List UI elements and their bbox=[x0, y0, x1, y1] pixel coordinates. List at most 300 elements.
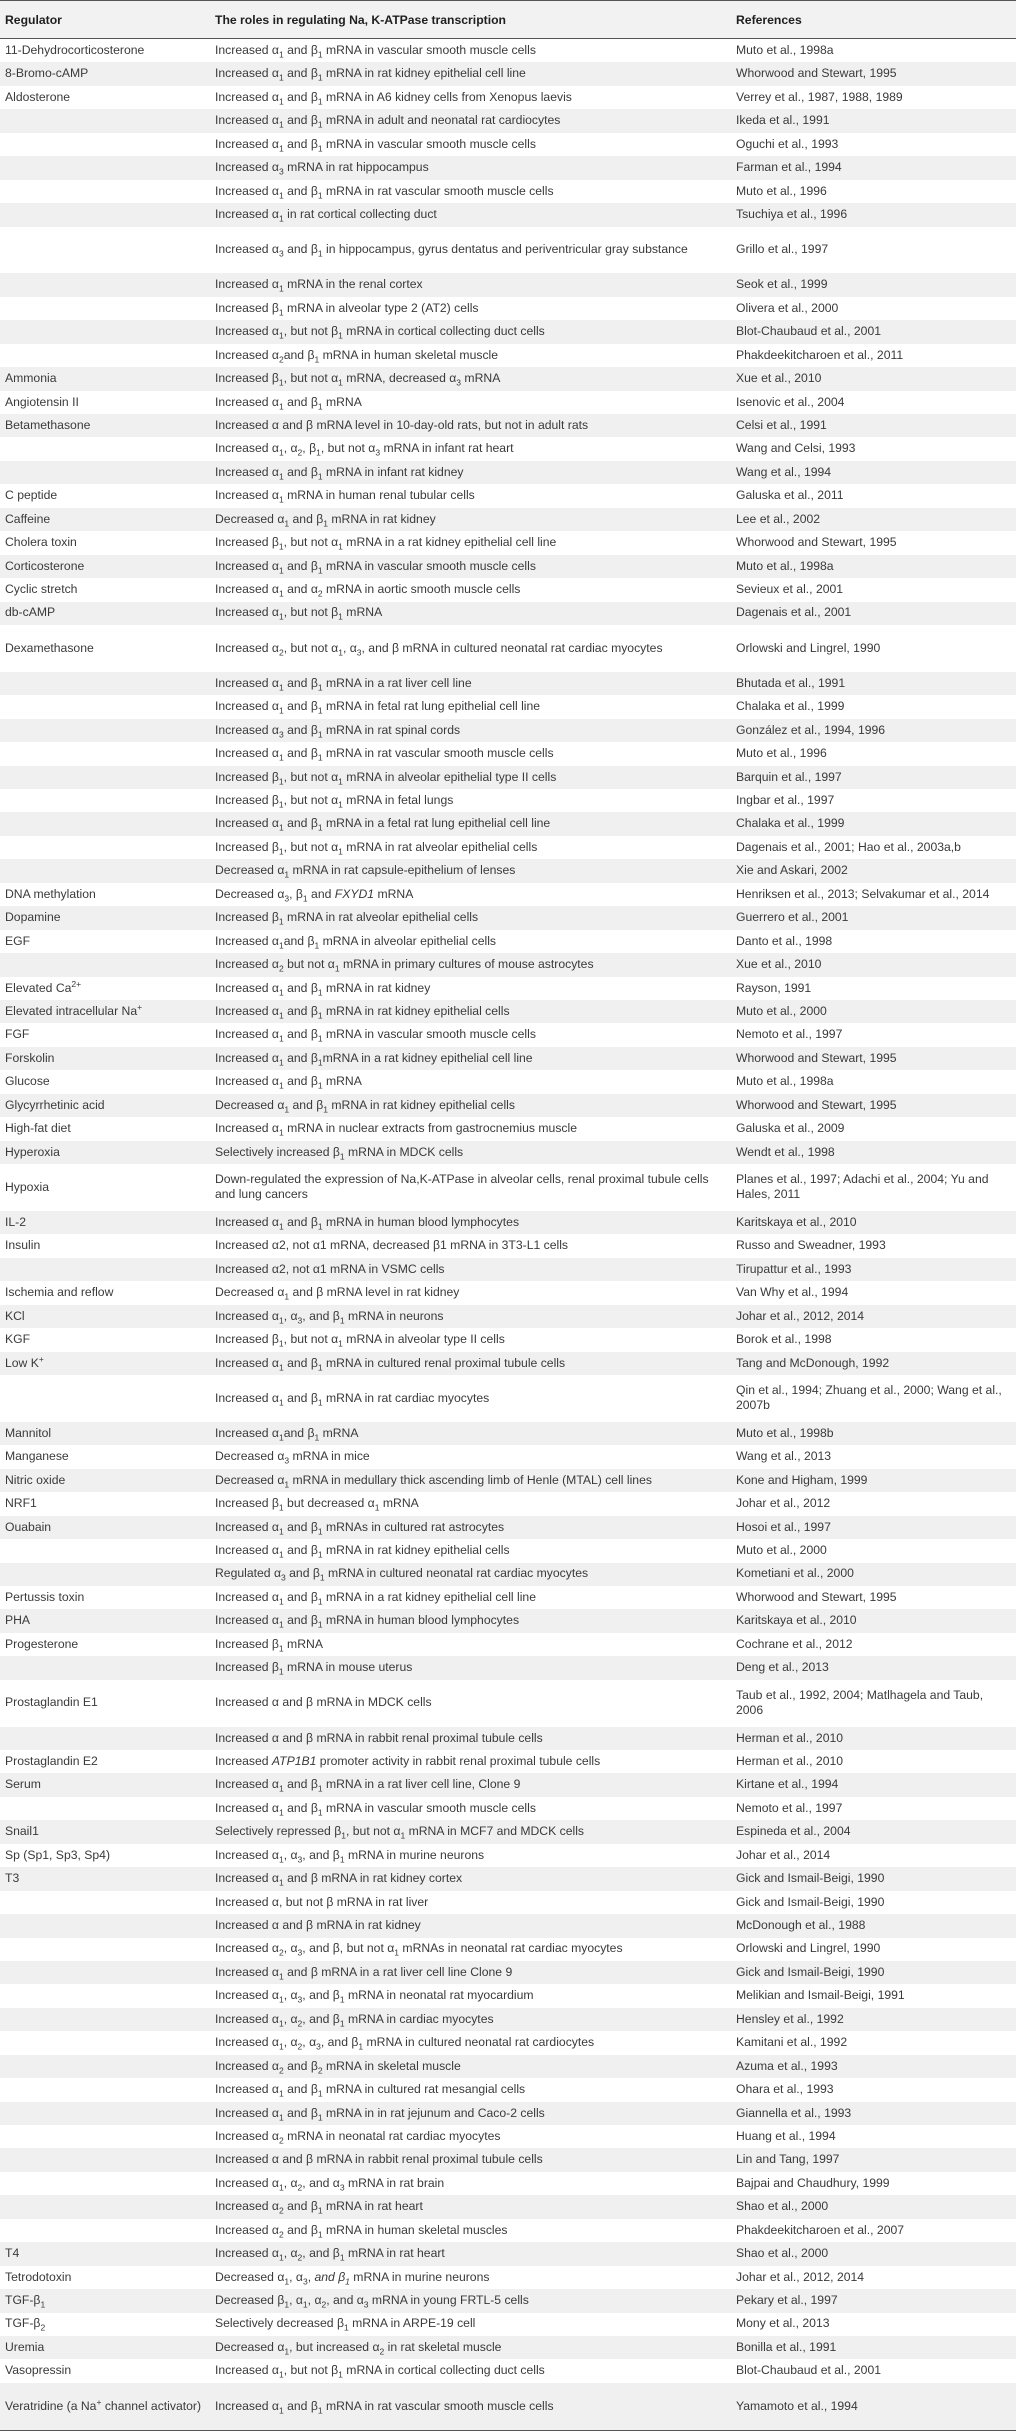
table-row bbox=[0, 2266, 1016, 2289]
regulator-cell: Insulin bbox=[5, 1238, 41, 1253]
table-row bbox=[0, 2055, 1016, 2078]
role-cell: Increased $\beta_1$, but not $\alpha_1$ mRNA, decreased $\alpha_3$ mRNA bbox=[209, 367, 730, 390]
role-cell: Increased $\alpha_1$ and $\beta_1$ mRNA in adult and neonatal rat cardiocytes bbox=[209, 109, 730, 132]
regulator-cell bbox=[0, 1656, 209, 1679]
role-cell: Increased $\alpha_1$, $\alpha_2$, $\beta_1$, but not $\alpha_3$ mRNA in infant rat heart bbox=[215, 441, 514, 458]
role-cell: Increased $\alpha_1$ and $\beta_1$ mRNA in rat kidney epithelial cells bbox=[215, 1543, 510, 1560]
role-cell: Increased $\alpha_1$ and β mRNA in a rat liver cell line Clone 9 bbox=[209, 1961, 730, 1984]
reference-cell: Ikeda et al., 1991 bbox=[730, 109, 1016, 132]
reference-cell: Blot-Chaubaud et al., 2001 bbox=[730, 320, 1016, 343]
reference-cell: Isenovic et al., 2004 bbox=[736, 394, 845, 409]
table-row bbox=[0, 1211, 1016, 1234]
reference-cell: Karitskaya et al., 2010 bbox=[730, 1609, 1016, 1632]
role-cell: Increased $\alpha_3$ and $\beta_1$ mRNA in rat spinal cords bbox=[209, 719, 730, 742]
reference-cell: Lin and Tang, 1997 bbox=[730, 2148, 1016, 2171]
table-row bbox=[0, 133, 1016, 156]
role-cell: Increased $\alpha_1$ and $\beta_1$ mRNA in human blood lymphocytes bbox=[209, 1211, 730, 1234]
reference-cell: Shao et al., 2000 bbox=[730, 2242, 1016, 2265]
table-row bbox=[0, 1867, 1016, 1890]
reference-cell: Gick and Ismail-Beigi, 1990 bbox=[730, 1867, 1016, 1890]
table-row bbox=[0, 1422, 1016, 1445]
regulator-cell bbox=[0, 461, 209, 484]
regulator-cell: EGF bbox=[5, 933, 31, 948]
table-row bbox=[0, 1516, 1016, 1539]
regulator-cell bbox=[0, 2031, 209, 2054]
role-cell: Selectively decreased $\beta_1$ mRNA in ARPE-19 cell bbox=[215, 2316, 476, 2333]
role-cell: Increased $\alpha_2$, $\alpha_3$, and β, but not $\alpha_1$ mRNAs in neonatal rat cardiac myocytes bbox=[215, 1941, 623, 1958]
table-row bbox=[0, 906, 1016, 929]
regulator-cell bbox=[0, 2148, 209, 2171]
regulator-cell: Cholera toxin bbox=[5, 535, 77, 550]
role-cell: Increased $\alpha_1$ and $\beta_1$ mRNA in human blood lymphocytes bbox=[209, 1609, 730, 1632]
regulator-cell: Cyclic stretch bbox=[5, 582, 78, 597]
table-row bbox=[0, 578, 1016, 601]
reference-cell: Qin et al., 1994; Zhuang et al., 2000; Wang et al., 2007b bbox=[736, 1382, 1002, 1413]
reference-cell: Chalaka et al., 1999 bbox=[730, 812, 1016, 835]
table-row bbox=[0, 625, 1016, 672]
table-row bbox=[0, 2383, 1016, 2430]
regulator-cell: TGF-$\beta_1$ bbox=[0, 2289, 209, 2312]
table-row bbox=[0, 672, 1016, 695]
table-row bbox=[0, 2359, 1016, 2382]
reference-cell: Wendt et al., 1998 bbox=[730, 1141, 1016, 1164]
table-row bbox=[0, 1656, 1016, 1679]
regulator-cell bbox=[0, 695, 209, 718]
table-row bbox=[0, 1000, 1016, 1023]
regulator-cell bbox=[0, 836, 209, 859]
reference-cell: Herman et al., 2010 bbox=[730, 1727, 1016, 1750]
reference-cell: Dagenais et al., 2001 bbox=[730, 602, 1016, 625]
reference-cell: Ingbar et al., 1997 bbox=[736, 793, 835, 807]
reference-cell: Nemoto et al., 1997 bbox=[736, 1027, 843, 1042]
role-cell: Increased $\alpha_1$ and $\beta_1$ mRNA in rat kidney epithelial cell line bbox=[209, 62, 730, 85]
reference-cell: Celsi et al., 1991 bbox=[730, 414, 1016, 437]
role-cell: Increased α2, not α1 mRNA in VSMC cells bbox=[209, 1258, 730, 1281]
role-cell: Increased $\alpha_1$ mRNA in human renal tubular cells bbox=[215, 488, 475, 505]
table-row bbox=[0, 508, 1016, 531]
reference-cell: Blot-Chaubaud et al., 2001 bbox=[736, 2363, 882, 2378]
role-cell: Increased $\alpha_1$ and $\beta_1$ mRNA in rat kidney bbox=[215, 980, 431, 997]
table-row bbox=[0, 1633, 1016, 1656]
table-row bbox=[0, 2102, 1016, 2125]
role-cell: Increased $\alpha_3$ mRNA in rat hippocampus bbox=[209, 156, 730, 179]
regulator-cell bbox=[0, 1891, 209, 1914]
regulator-cell bbox=[0, 2078, 209, 2101]
table-row bbox=[0, 86, 1016, 109]
reference-cell: Grillo et al., 1997 bbox=[736, 242, 829, 257]
table-row bbox=[0, 1117, 1016, 1140]
reference-cell: Xue et al., 2010 bbox=[730, 367, 1016, 390]
regulator-cell bbox=[0, 2008, 209, 2031]
table-row bbox=[0, 1094, 1016, 1117]
role-cell: Increased $\alpha_1$, $\alpha_2$, and $\beta_1$ mRNA in rat heart bbox=[209, 2242, 730, 2265]
regulator-cell bbox=[0, 2055, 209, 2078]
regulator-cell: Angiotensin II bbox=[5, 394, 79, 409]
regulator-cell bbox=[0, 2195, 209, 2218]
role-cell: Increased $\alpha_1and$ $\beta_1$ mRNA bbox=[209, 1422, 730, 1445]
table-row bbox=[0, 1352, 1016, 1375]
table-row bbox=[0, 1281, 1016, 1304]
table-row bbox=[0, 437, 1016, 460]
regulator-cell bbox=[0, 719, 209, 742]
table-row bbox=[0, 156, 1016, 179]
role-cell: Increased $\alpha_1$ and $\beta_1$ mRNA in rat vascular smooth muscle cells bbox=[215, 746, 554, 763]
reference-cell: Tang and McDonough, 1992 bbox=[730, 1352, 1016, 1375]
reference-cell: Wang and Celsi, 1993 bbox=[736, 441, 856, 456]
role-cell: Decreased $\alpha_3$ mRNA in mice bbox=[215, 1449, 370, 1466]
reference-cell: Ohara et al., 1993 bbox=[736, 2082, 834, 2097]
regulator-cell bbox=[0, 2125, 209, 2148]
table-row bbox=[0, 1469, 1016, 1492]
reference-cell: Bajpai and Chaudhury, 1999 bbox=[736, 2175, 890, 2190]
table-row bbox=[0, 1445, 1016, 1468]
regulator-cell bbox=[0, 812, 209, 835]
reference-cell: Phakdeekitcharoen et al., 2011 bbox=[736, 347, 904, 362]
role-cell: Increased $\alpha_1$, but not $\beta_1$ mRNA bbox=[209, 602, 730, 625]
regulator-cell: NRF1 bbox=[5, 1496, 37, 1511]
role-cell: Increased $\alpha_1$ and $\beta_1$ mRNA in vascular smooth muscle cells bbox=[215, 1800, 536, 1818]
regulator-cell: Low K+ bbox=[0, 1352, 209, 1375]
regulator-cell bbox=[0, 1258, 209, 1281]
reference-cell: Whorwood and Stewart, 1995 bbox=[730, 1094, 1016, 1117]
reference-cell: Farman et al., 1994 bbox=[730, 156, 1016, 179]
regulator-cell: Prostaglandin E2 bbox=[5, 1753, 98, 1768]
role-cell: Increased $\alpha_1$, but not $\beta_1$ mRNA in cortical collecting duct cells bbox=[215, 2363, 545, 2380]
reference-cell: Whorwood and Stewart, 1995 bbox=[736, 535, 897, 550]
reference-cell: Planes et al., 1997; Adachi et al., 2004; Yu and Hales, 2011 bbox=[736, 1171, 989, 1202]
regulator-cell bbox=[0, 344, 209, 367]
role-cell: Increased $\alpha_1$ and $\beta_1$ mRNA in in rat jejunum and Caco-2 cells bbox=[209, 2102, 730, 2125]
reference-cell: Karitskaya et al., 2010 bbox=[730, 1211, 1016, 1234]
role-cell: Selectively increased $\beta_1$ mRNA in MDCK cells bbox=[209, 1141, 730, 1164]
reference-cell: McDonough et al., 1988 bbox=[730, 1914, 1016, 1937]
role-cell: Increased $\beta_1$ mRNA in mouse uterus bbox=[209, 1656, 730, 1679]
role-cell: Increased $\alpha_1$, $\alpha_2$, and $\beta_1$ mRNA in cardiac myocytes bbox=[209, 2008, 730, 2031]
reference-cell: Galuska et al., 2011 bbox=[736, 488, 844, 503]
role-cell: Increased $\alpha_2$ mRNA in neonatal rat cardiac myocytes bbox=[215, 2128, 501, 2146]
role-cell: Increased $\alpha_2$ and $\beta_2$ mRNA in skeletal muscle bbox=[209, 2055, 730, 2078]
table-row bbox=[0, 1938, 1016, 1961]
role-cell: Down-regulated the expression of Na,K-ATPase in alveolar cells, renal proximal tubule cells and lung cancers bbox=[215, 1171, 709, 1202]
role-cell: Increased $\alpha_2$ and $\beta_1$ mRNA in human skeletal muscles bbox=[215, 2222, 508, 2240]
regulator-cell: High-fat diet bbox=[5, 1121, 71, 1136]
role-cell: Increased $\alpha_1$ and $\beta_1$ mRNA in rat kidney epithelial cells bbox=[209, 1000, 730, 1023]
regulator-cell: Tetrodotoxin bbox=[5, 2269, 72, 2284]
regulator-cell bbox=[0, 2102, 209, 2125]
table-row bbox=[0, 414, 1016, 437]
reference-cell: Taub et al., 1992, 2004; Matlhagela and Taub, 2006 bbox=[736, 1687, 984, 1718]
reference-cell: Tsuchiya et al., 1996 bbox=[730, 203, 1016, 226]
regulator-cell bbox=[0, 437, 209, 460]
reference-cell: Muto et al., 1996 bbox=[736, 746, 827, 761]
reference-cell: Deng et al., 2013 bbox=[730, 1656, 1016, 1679]
reference-cell: González et al., 1994, 1996 bbox=[730, 719, 1016, 742]
table-row bbox=[0, 2125, 1016, 2148]
table-row bbox=[0, 1328, 1016, 1351]
regulator-cell: 8-Bromo-cAMP bbox=[0, 62, 209, 85]
table-row bbox=[0, 1680, 1016, 1727]
table-row bbox=[0, 1750, 1016, 1773]
role-cell: Increased $\alpha_1$ and $\beta_1$ mRNA in a rat liver cell line bbox=[209, 672, 730, 695]
table-row bbox=[0, 2219, 1016, 2242]
table-row bbox=[0, 1539, 1016, 1562]
reference-cell: Whorwood and Stewart, 1995 bbox=[736, 1589, 897, 1604]
reference-cell: Giannella et al., 1993 bbox=[730, 2102, 1016, 2125]
reference-cell: Guerrero et al., 2001 bbox=[730, 906, 1016, 929]
table-row bbox=[0, 1164, 1016, 1211]
reference-cell: Kamitani et al., 1992 bbox=[736, 2035, 848, 2050]
regulator-cell bbox=[0, 1914, 209, 1937]
regulator-cell bbox=[0, 133, 209, 156]
table-row bbox=[0, 766, 1016, 789]
table-row bbox=[0, 883, 1016, 906]
reference-cell: Xie and Askari, 2002 bbox=[730, 859, 1016, 882]
table-row bbox=[0, 320, 1016, 343]
reference-cell: Shao et al., 2000 bbox=[730, 2195, 1016, 2218]
table-row bbox=[0, 344, 1016, 367]
table-row bbox=[0, 531, 1016, 554]
regulator-cell: T3 bbox=[0, 1867, 209, 1890]
regulator-cell bbox=[0, 953, 209, 976]
regulator-cell: Sp (Sp1, Sp3, Sp4) bbox=[5, 1847, 111, 1862]
regulator-cell: Uremia bbox=[0, 2336, 209, 2359]
reference-cell: Nemoto et al., 1997 bbox=[736, 1800, 843, 1815]
reference-cell: Wang et al., 2013 bbox=[736, 1449, 832, 1464]
role-cell: Decreased $\alpha_1$ and $\beta_1$ mRNA in rat kidney epithelial cells bbox=[209, 1094, 730, 1117]
role-cell: Increased $\alpha_1$, but not $\beta_1$ mRNA in cortical collecting duct cells bbox=[209, 320, 730, 343]
reference-cell: Oguchi et al., 1993 bbox=[736, 136, 839, 151]
reference-cell: Kometiani et al., 2000 bbox=[730, 1563, 1016, 1586]
table-row bbox=[0, 39, 1016, 63]
table-row bbox=[0, 1844, 1016, 1867]
table-row bbox=[0, 1820, 1016, 1843]
regulator-cell: Vasopressin bbox=[5, 2363, 72, 2378]
reference-cell: Lee et al., 2002 bbox=[730, 508, 1016, 531]
table-row bbox=[0, 1609, 1016, 1632]
table-body bbox=[0, 39, 1016, 2431]
reference-cell: Chalaka et al., 1999 bbox=[736, 699, 845, 714]
role-cell: Increased $\beta_1$, but not $\alpha_1$ mRNA in alveolar epithelial type II cells bbox=[209, 766, 730, 789]
role-cell: Increased $\alpha_2$, but not $\alpha_1$, $\alpha_3$, and β mRNA in cultured neonatal rat cardiac myocytes bbox=[215, 640, 663, 658]
table-row bbox=[0, 1375, 1016, 1422]
reference-cell: Danto et al., 1998 bbox=[736, 933, 833, 948]
table-row bbox=[0, 273, 1016, 296]
table-row bbox=[0, 695, 1016, 718]
reference-cell: Johar et al., 2012 bbox=[736, 1496, 831, 1511]
regulator-cell bbox=[0, 789, 209, 812]
regulator-cell bbox=[0, 2172, 209, 2195]
regulator-cell: FGF bbox=[5, 1027, 30, 1042]
regulator-cell bbox=[0, 859, 209, 882]
regulator-cell: Nitric oxide bbox=[0, 1469, 209, 1492]
reference-cell: Barquin et al., 1997 bbox=[730, 766, 1016, 789]
table-row bbox=[0, 836, 1016, 859]
reference-cell: Azuma et al., 1993 bbox=[730, 2055, 1016, 2078]
role-cell: Increased $\alpha_1$ and $\beta_1$ mRNA in a rat liver cell line, Clone 9 bbox=[209, 1773, 730, 1796]
reference-cell: Cochrane et al., 2012 bbox=[736, 1636, 853, 1651]
role-cell: Increased $\beta_1$ mRNA in alveolar type 2 (AT2) cells bbox=[215, 300, 479, 318]
reference-cell: Hosoi et al., 1997 bbox=[730, 1516, 1016, 1539]
role-cell: Regulated $\alpha_3$ and $\beta_1$ mRNA in cultured neonatal rat cardiac myocytes bbox=[209, 1563, 730, 1586]
role-cell: Increased $\alpha_3$ and $\beta_1$ in hippocampus, gyrus dentatus and periventricular gray substance bbox=[215, 242, 688, 259]
regulator-cell: TGF-$\beta_2$ bbox=[5, 2316, 46, 2333]
reference-cell: Mony et al., 2013 bbox=[736, 2316, 830, 2331]
role-cell: Decreased $\alpha_1$ and β mRNA level in rat kidney bbox=[215, 1285, 460, 1302]
reference-cell: Muto et al., 1998a bbox=[736, 42, 834, 57]
regulator-cell: Prostaglandin E1 bbox=[5, 1695, 98, 1710]
table-row bbox=[0, 1492, 1016, 1515]
regulator-cell: Caffeine bbox=[0, 508, 209, 531]
regulator-cell: Veratridine (a Na+ channel activator) bbox=[0, 2383, 209, 2430]
reference-cell: Whorwood and Stewart, 1995 bbox=[730, 1047, 1016, 1070]
table-row bbox=[0, 1914, 1016, 1937]
role-cell: Increased $\alpha_2$ and $\beta_1$ mRNA in rat heart bbox=[209, 2195, 730, 2218]
regulator-cell bbox=[0, 2219, 209, 2242]
reference-cell: Russo and Sweadner, 1993 bbox=[736, 1238, 886, 1253]
regulator-cell: Ammonia bbox=[0, 367, 209, 390]
reference-cell: Wang et al., 1994 bbox=[730, 461, 1016, 484]
role-cell: Decreased $\alpha_1$ mRNA in rat capsule-epithelium of lenses bbox=[209, 859, 730, 882]
regulator-cell: Glycyrrhetinic acid bbox=[0, 1094, 209, 1117]
reference-cell: Gick and Ismail-Beigi, 1990 bbox=[736, 1894, 885, 1909]
regulator-cell: Progesterone bbox=[5, 1636, 79, 1651]
role-cell: Increased $\alpha_1$ and $\beta_1$ mRNA in A6 kidney cells from Xenopus laevis bbox=[215, 89, 572, 107]
reference-cell: Pekary et al., 1997 bbox=[730, 2289, 1016, 2312]
role-cell: Decreased $\alpha_1$, but increased $\alpha_2$ in rat skeletal muscle bbox=[209, 2336, 730, 2359]
role-cell: Increased α and β mRNA in MDCK cells bbox=[215, 1695, 432, 1710]
role-cell: Increased $\alpha_1$ and $\beta_1$ mRNA in fetal rat lung epithelial cell line bbox=[215, 699, 541, 716]
table-row bbox=[0, 953, 1016, 976]
reference-cell: Verrey et al., 1987, 1988, 1989 bbox=[736, 89, 903, 104]
role-cell: Increased $\alpha_1$ mRNA in the renal cortex bbox=[209, 273, 730, 296]
table-row bbox=[0, 602, 1016, 625]
table-row bbox=[0, 742, 1016, 765]
regulator-cell bbox=[0, 1961, 209, 1984]
reference-cell: Kirtane et al., 1994 bbox=[730, 1773, 1016, 1796]
table-row bbox=[0, 2242, 1016, 2265]
table-row bbox=[0, 930, 1016, 953]
reference-cell: Herman et al., 2010 bbox=[736, 1753, 844, 1768]
regulator-cell: PHA bbox=[0, 1609, 209, 1632]
table-row bbox=[0, 367, 1016, 390]
role-cell: Increased $\alpha_1$ and $\beta_1$ mRNA in vascular smooth muscle cells bbox=[215, 136, 536, 154]
role-cell: Increased $\alpha_1$ and $\beta_1$ mRNA in a rat kidney epithelial cell line bbox=[215, 1589, 536, 1607]
regulator-cell: Betamethasone bbox=[0, 414, 209, 437]
regulator-cell bbox=[0, 1938, 209, 1961]
table-row bbox=[0, 1023, 1016, 1046]
reference-cell: Muto et al., 1996 bbox=[736, 183, 827, 198]
reference-cell: Van Why et al., 1994 bbox=[736, 1285, 849, 1300]
table-row bbox=[0, 297, 1016, 320]
table-header bbox=[0, 1, 1016, 39]
regulator-cell bbox=[0, 273, 209, 296]
regulator-cell: Hypoxia bbox=[5, 1179, 50, 1194]
role-cell: Selectively repressed $\beta_1$, but not $\alpha_1$ mRNA in MCF7 and MDCK cells bbox=[209, 1820, 730, 1843]
regulator-cell bbox=[0, 180, 209, 203]
role-cell: Decreased $\beta_1$, $\alpha_1$, $\alpha_2$, and $\alpha_3$ mRNA in young FRTL-5 cells bbox=[209, 2289, 730, 2312]
regulator-cell: T4 bbox=[0, 2242, 209, 2265]
table-row bbox=[0, 2148, 1016, 2171]
reference-cell: Seok et al., 1999 bbox=[730, 273, 1016, 296]
role-cell: Increased $\alpha_1$ and β mRNA in rat kidney cortex bbox=[209, 1867, 730, 1890]
role-cell: Increased $\beta_1$, but not $\alpha_1$ mRNA in alveolar type II cells bbox=[215, 1332, 505, 1349]
role-cell: Increased $\alpha_2$ but not $\alpha_1$ mRNA in primary cultures of mouse astrocytes bbox=[209, 953, 730, 976]
reference-cell: Orlowski and Lingrel, 1990 bbox=[736, 640, 881, 655]
reference-cell: Muto et al., 1998a bbox=[736, 1074, 834, 1089]
table-row bbox=[0, 1727, 1016, 1750]
reference-cell: Kone and Higham, 1999 bbox=[730, 1469, 1016, 1492]
regulator-cell: IL-2 bbox=[0, 1211, 209, 1234]
role-cell: Decreased $\alpha_1$ and $\beta_1$ mRNA in rat kidney bbox=[209, 508, 730, 531]
reference-cell: Olivera et al., 2000 bbox=[736, 300, 839, 315]
table-row bbox=[0, 2172, 1016, 2195]
regulator-cell bbox=[0, 1727, 209, 1750]
reference-cell: Muto et al., 2000 bbox=[730, 1000, 1016, 1023]
regulator-cell: Corticosterone bbox=[0, 555, 209, 578]
regulator-cell: Manganese bbox=[5, 1449, 69, 1464]
role-cell: Increased $\alpha_1$ and $\beta_1$ mRNA in vascular smooth muscle cells bbox=[215, 42, 536, 60]
header-references: References bbox=[730, 1, 1016, 39]
regulator-cell bbox=[0, 156, 209, 179]
reference-cell: Borok et al., 1998 bbox=[736, 1332, 832, 1347]
table-row bbox=[0, 227, 1016, 274]
role-cell: Increased α, but not β mRNA in rat liver bbox=[215, 1894, 429, 1909]
regulator-cell: Forskolin bbox=[0, 1047, 209, 1070]
reference-cell: Gick and Ismail-Beigi, 1990 bbox=[730, 1961, 1016, 1984]
regulator-cell bbox=[0, 203, 209, 226]
table-row bbox=[0, 1234, 1016, 1257]
role-cell: Increased $\alpha_1$ and $\beta_1$ mRNA in a fetal rat lung epithelial cell line bbox=[209, 812, 730, 835]
role-cell: Increased $\beta_1$, but not $\alpha_1$ mRNA in rat alveolar epithelial cells bbox=[215, 839, 538, 857]
reference-cell: Huang et al., 1994 bbox=[736, 2128, 836, 2143]
regulator-cell: Elevated $Ca^{2+}$ bbox=[5, 978, 82, 995]
table-row bbox=[0, 977, 1016, 1000]
table-row bbox=[0, 180, 1016, 203]
regulator-cell: Pertussis toxin bbox=[5, 1589, 85, 1604]
reference-cell: Phakdeekitcharoen et al., 2007 bbox=[736, 2222, 905, 2237]
reference-cell: Muto et al., 1998b bbox=[730, 1422, 1016, 1445]
reference-cell: Hensley et al., 1992 bbox=[730, 2008, 1016, 2031]
role-cell: Increased $\alpha_1$ and $\beta_1$ mRNA in vascular smooth muscle cells bbox=[209, 555, 730, 578]
regulator-cell bbox=[0, 227, 209, 274]
reference-cell: Bhutada et al., 1991 bbox=[730, 672, 1016, 695]
regulator-cell: Aldosterone bbox=[5, 89, 71, 104]
regulator-cell: Hyperoxia bbox=[0, 1141, 209, 1164]
regulator-cell: db-cAMP bbox=[0, 602, 209, 625]
reference-cell: Galuska et al., 2009 bbox=[736, 1121, 845, 1136]
role-cell: Increased α and β mRNA in rat kidney bbox=[209, 1914, 730, 1937]
regulator-cell bbox=[0, 1539, 209, 1562]
role-cell: Increased $\alpha_1$ and $\beta_1$ mRNA bbox=[215, 1074, 362, 1091]
role-cell: Increased $\alpha_1$ and $\beta_1$ mRNAs in cultured rat astrocytes bbox=[209, 1516, 730, 1539]
table-row bbox=[0, 1047, 1016, 1070]
regulator-cell: Ischemia and reflow bbox=[5, 1285, 114, 1300]
table-row bbox=[0, 2008, 1016, 2031]
table-row bbox=[0, 1305, 1016, 1328]
regulator-cell bbox=[0, 1984, 209, 2007]
table-row bbox=[0, 1141, 1016, 1164]
regulator-cell: KCl bbox=[0, 1305, 209, 1328]
header-roles: The roles in regulating Na, K-ATPase transcription bbox=[209, 1, 730, 39]
header-row bbox=[0, 1, 1016, 39]
role-cell: Decreased $\alpha_3$, $\beta_1$ and FXYD1 mRNA bbox=[215, 886, 414, 904]
role-cell: Increased $\alpha_2and$ $\beta_1$ mRNA in human skeletal muscle bbox=[215, 347, 499, 365]
role-cell: Increased α and β mRNA level in 10-day-old rats, but not in adult rats bbox=[209, 414, 730, 437]
regulator-cell: Dexamethasone bbox=[5, 640, 94, 655]
header-regulator: Regulator bbox=[0, 1, 209, 39]
role-cell: Increased $\alpha_1$, $\alpha_3$, and $\beta_1$ mRNA in murine neurons bbox=[215, 1847, 485, 1865]
regulator-cell: Ouabain bbox=[0, 1516, 209, 1539]
